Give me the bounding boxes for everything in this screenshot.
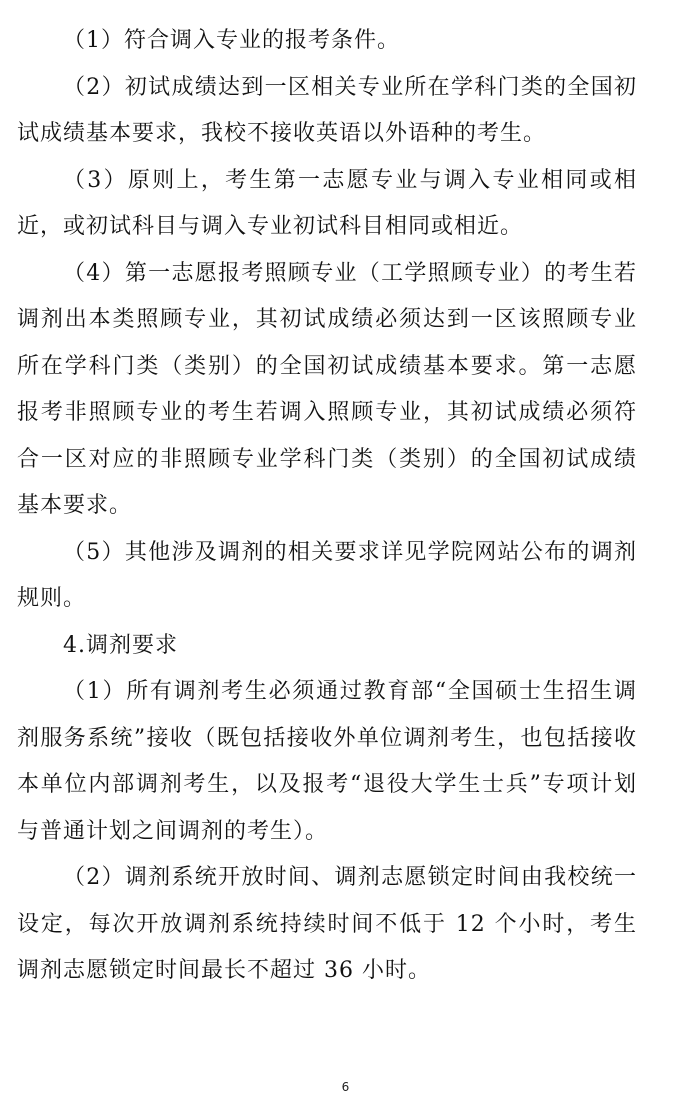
page-number: 6 — [341, 1080, 350, 1094]
document-page — [17, 18, 637, 995]
paragraph-requirement-2: （2）调剂系统开放时间、调剂志愿锁定时间由我校统一设定，每次开放调剂系统持续时间不低于 12 个小时，考生调剂志愿锁定时间最长不超过 36 小时。 — [17, 865, 637, 983]
paragraph-condition-3: （3）原则上，考生第一志愿专业与调入专业相同或相近，或初试科目与调入专业初试科目相同或相近。 — [17, 167, 637, 239]
section-heading-adjustment-requirements: 4.调剂要求 — [63, 632, 178, 658]
paragraph-condition-5: （5）其他涉及调剂的相关要求详见学院网站公布的调剂规则。 — [17, 539, 637, 611]
paragraph-requirement-1: （1）所有调剂考生必须通过教育部“全国硕士生招生调剂服务系统”接收（既包括接收外单位调剂考生，也包括接收本单位内部调剂考生，以及报考“退役大学生士兵”专项计划与普通计划之间调剂的考生）。 — [17, 679, 637, 844]
paragraph-condition-2: （2）初试成绩达到一区相关专业所在学科门类的全国初试成绩基本要求，我校不接收英语以外语种的考生。 — [17, 74, 637, 146]
paragraph-condition-4: （4）第一志愿报考照顾专业（工学照顾专业）的考生若调剂出本类照顾专业，其初试成绩必须达到一区该照顾专业所在学科门类（类别）的全国初试成绩基本要求。第一志愿报考非照顾专业的考生若调入照顾专业，其初试成绩必须符合一区对应的非照顾专业学科门类（类别）的全国初试成绩基本要求。 — [17, 260, 637, 518]
paragraph-condition-1: （1）符合调入专业的报考条件。 — [63, 28, 400, 53]
